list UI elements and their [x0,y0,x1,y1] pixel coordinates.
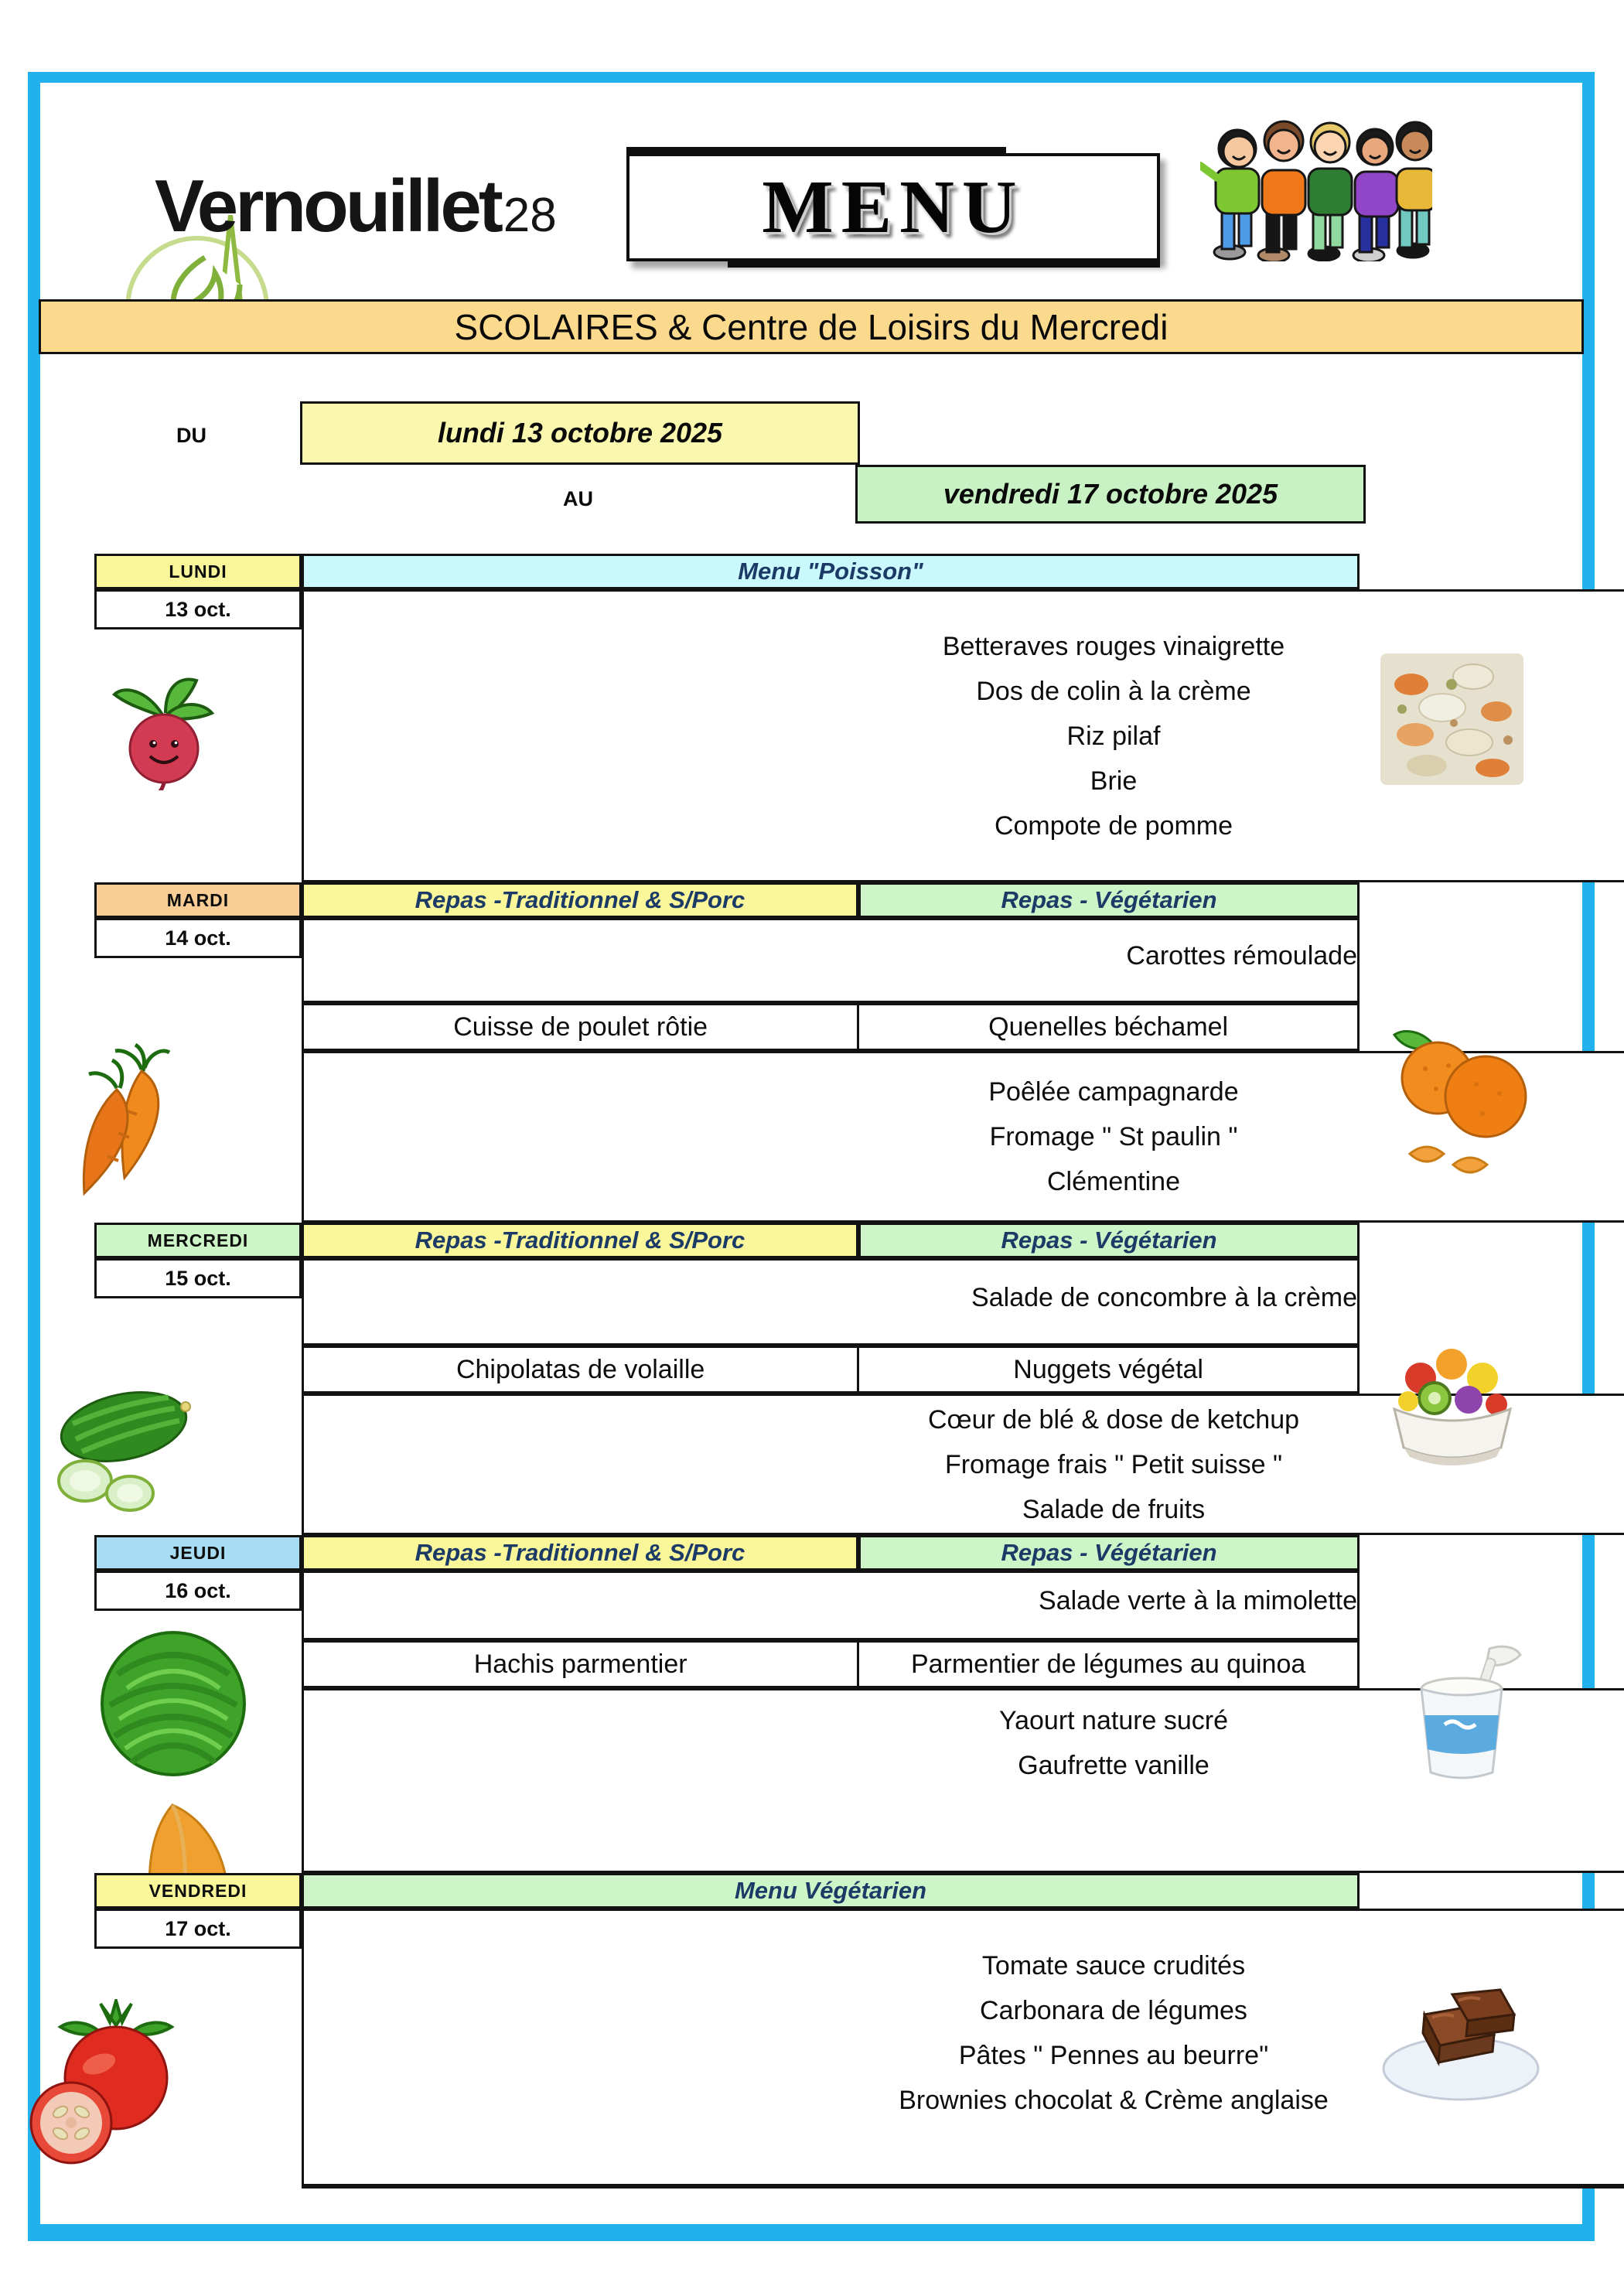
page-title: MENU [762,165,1025,249]
menu-item: Riz pilaf [1066,721,1161,751]
header-label: Repas -Traditionnel & S/Porc [415,1226,745,1254]
menu-item: Poêlée campagnarde [988,1077,1239,1107]
date-cell-mercredi [94,1258,302,1298]
entree-row-mercredi [302,1258,1360,1346]
date-label: 17 oct. [165,1916,231,1940]
day-cell-mercredi [94,1223,302,1258]
split-row-jeudi [302,1640,1360,1688]
date-label: 16 oct. [165,1578,231,1602]
split-row-mercredi [302,1346,1360,1394]
fish-dish-icon [1380,653,1523,785]
menu-item: Carottes rémoulade [1126,941,1357,971]
date-cell-jeudi [94,1571,302,1611]
menu-item: Fromage " St paulin " [989,1122,1238,1151]
range-from-label: DU [176,424,206,447]
header-label: Repas -Traditionnel & S/Porc [415,886,745,913]
day-label: VENDREDI [148,1880,247,1901]
split-row-mardi [302,1003,1360,1051]
day-cell-mardi [94,882,302,918]
day-cell-vendredi [94,1873,302,1909]
logo-wordmark [155,164,557,249]
menu-item: Parmentier de légumes au quinoa [910,1650,1306,1679]
date-cell-vendredi [94,1909,302,1949]
split-right-cell [859,1643,1357,1686]
date-label: 15 oct. [165,1266,231,1290]
day-label: LUNDI [169,561,227,582]
menu-item: Nuggets végétal [1013,1355,1203,1384]
menu-item: Pâtes " Pennes au beurre" [958,2041,1269,2070]
header-vegetarien-jeudi [858,1535,1360,1571]
split-left-cell [304,1005,859,1049]
yogurt-icon [1414,1641,1526,1784]
menu-item: Salade verte à la mimolette [1039,1586,1357,1615]
header-vegetarien-mercredi [858,1223,1360,1258]
day-label: MARDI [166,889,230,910]
header-label: Repas - Végétarien [1001,1226,1217,1254]
split-left-cell [304,1348,859,1391]
clementines-icon [1387,1022,1534,1181]
header-traditionnel-jeudi [302,1535,858,1571]
menu-item: Brie [1090,766,1138,796]
header-label: Menu Végétarien [734,1877,927,1904]
menu-item: Salade de fruits [1022,1494,1206,1524]
range-to-label: AU [563,487,593,510]
menu-item: Compote de pomme [994,810,1233,841]
day-label: MERCREDI [147,1230,249,1250]
kids-clipart-icon [1200,101,1432,261]
menu-item: Cuisse de poulet rôtie [453,1012,708,1042]
split-right-cell [859,1348,1357,1391]
menu-item: Gaufrette vanille [1018,1751,1209,1780]
day-label: JEUDI [169,1542,227,1563]
range-to-box [855,465,1366,524]
day-cell-lundi [94,554,302,589]
day-cell-jeudi [94,1535,302,1571]
date-cell-lundi [94,589,302,629]
menu-item: Salade de concombre à la crème [971,1282,1357,1312]
carrots-icon [50,1040,209,1199]
menu-item: Quenelles béchamel [988,1012,1229,1042]
fruit-bowl-icon [1380,1324,1523,1475]
header-menu-poisson [302,554,1360,589]
menu-item: Carbonara de légumes [980,1996,1247,2025]
split-left-cell [304,1643,859,1686]
menu-item: Yaourt nature sucré [998,1706,1229,1735]
date-cell-mardi [94,918,302,958]
menu-item: Dos de colin à la crème [976,676,1251,706]
header-traditionnel-mercredi [302,1223,858,1258]
range-from-box [300,401,860,465]
header-label: Repas -Traditionnel & S/Porc [415,1539,745,1566]
header-menu-vegetarien [302,1873,1360,1909]
cucumber-icon [39,1373,205,1516]
menu-item: Chipolatas de volaille [455,1355,705,1384]
header-label: Repas - Végétarien [1001,886,1217,913]
menu-item: Brownies chocolat & Crème anglaise [899,2086,1329,2115]
beet-icon [101,674,228,790]
header-vegetarien-mardi [858,882,1360,918]
range-from-value: lundi 13 octobre 2025 [437,417,723,449]
entree-row-jeudi [302,1571,1360,1640]
header-traditionnel-mardi [302,882,858,918]
header-label: Repas - Végétarien [1001,1539,1217,1566]
menu-item: Fromage frais " Petit suisse " [944,1449,1283,1479]
range-to-value: vendredi 17 octobre 2025 [943,478,1278,510]
date-label: 13 oct. [165,597,231,621]
menu-item: Clémentine [1047,1167,1180,1196]
menu-title-box [626,153,1160,261]
menu-item: Cœur de blé & dose de ketchup [927,1404,1300,1435]
lettuce-icon [87,1620,261,1786]
tomato-icon [23,1999,205,2173]
logo-department-number: 28 [503,189,557,242]
banner-text: SCOLAIRES & Centre de Loisirs du Mercredi [454,306,1169,347]
header-label: Menu "Poisson" [738,558,923,585]
logo-city-name: Vernouillet [155,165,500,247]
split-right-cell [859,1005,1357,1049]
menu-item: Tomate sauce crudités [981,1951,1246,1980]
entree-row-mardi [302,918,1360,1003]
brownie-icon [1378,1968,1544,2111]
date-label: 14 oct. [165,926,231,950]
menu-item: Betteraves rouges vinaigrette [942,631,1285,661]
menu-item: Hachis parmentier [473,1650,687,1679]
banner [39,299,1584,354]
